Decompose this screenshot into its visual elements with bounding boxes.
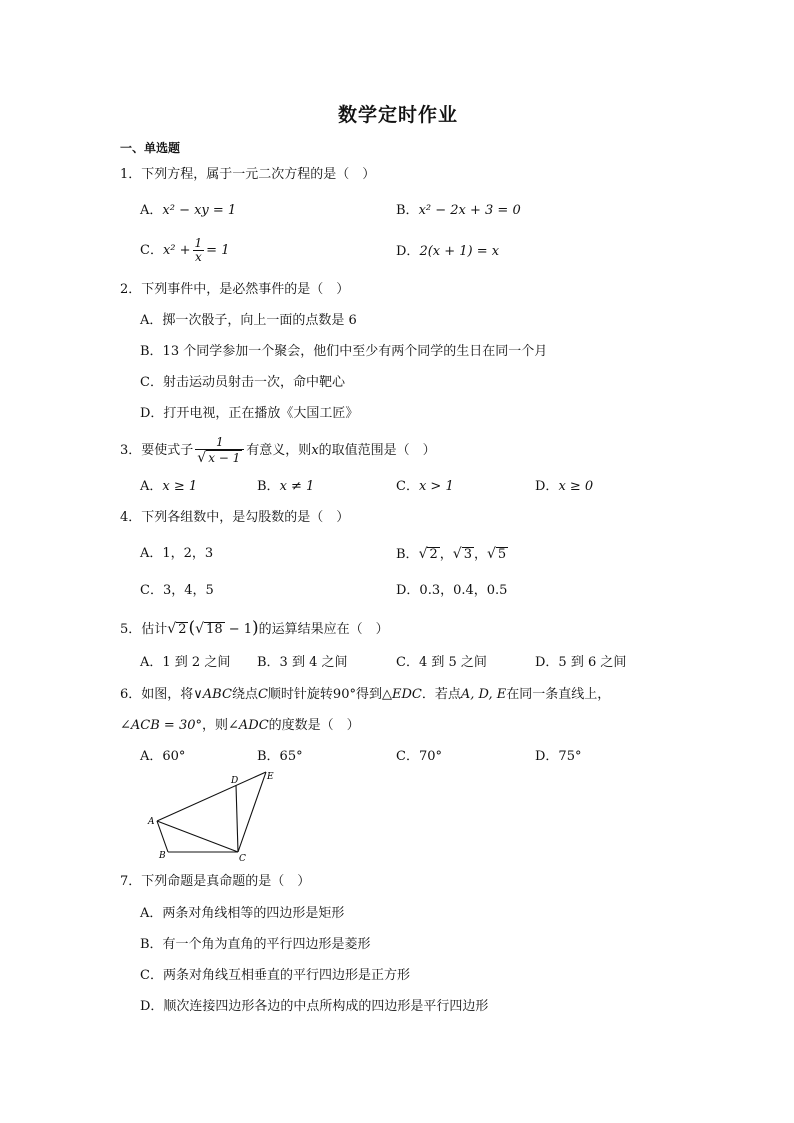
option-label: A． bbox=[140, 479, 163, 494]
fraction bbox=[193, 237, 205, 264]
question-5-stem bbox=[120, 617, 389, 641]
option-math: x ≥ 0 bbox=[558, 479, 594, 494]
radical-sign: √ bbox=[452, 546, 462, 562]
q7-option-c: C．两条对角线互相垂直的平行四边形是正方形 bbox=[140, 968, 410, 983]
question-3-stem bbox=[120, 434, 436, 468]
question-7-stem: 7．下列命题是真命题的是（ ） bbox=[120, 874, 311, 889]
option-label: B． bbox=[396, 203, 419, 218]
stem-text: 的运算结果应在（ ） bbox=[258, 622, 389, 637]
option-math: x ≥ 1 bbox=[162, 479, 198, 494]
label-point-e: E bbox=[267, 772, 274, 782]
fraction-denominator bbox=[195, 450, 244, 465]
degree-value: 90° bbox=[332, 687, 356, 702]
stem-text: 顺时针旋转 bbox=[267, 687, 333, 702]
radicand: 5 bbox=[497, 547, 507, 562]
radical-sign: √ bbox=[195, 621, 205, 637]
angle-adc: ∠ADC bbox=[228, 718, 269, 733]
option-label: D． bbox=[535, 479, 559, 494]
q5-option-d: D．5 到 6 之间 bbox=[535, 655, 627, 670]
label-point-b: B bbox=[159, 851, 166, 861]
q2-option-d: D．打开电视，正在播放《大国工匠》 bbox=[140, 406, 359, 421]
stem-text: 5．估计 bbox=[120, 622, 168, 637]
radical-sign: √ bbox=[418, 546, 428, 562]
q6-option-d: D．75° bbox=[535, 749, 582, 764]
triangle-abc: ∨ABC bbox=[193, 687, 232, 702]
q2-option-a: A．掷一次骰子，向上一面的点数是 6 bbox=[140, 313, 357, 328]
radical-sign: √ bbox=[167, 621, 177, 637]
q2-option-b: B．13 个同学参加一个聚会，他们中至少有两个同学的生日在同一个月 bbox=[140, 344, 548, 359]
option-math-pre: x² + bbox=[162, 243, 191, 258]
stem-text: ．若点 bbox=[421, 687, 461, 702]
label-point-d: D bbox=[231, 776, 239, 786]
question-1-stem: 1．下列方程，属于一元二次方程的是（ ） bbox=[120, 167, 376, 182]
radical-sign: √ bbox=[487, 546, 496, 562]
option-math: x² − xy = 1 bbox=[162, 203, 237, 218]
stem-text: 3．要使式子 bbox=[120, 443, 194, 458]
q6-option-b: B．65° bbox=[257, 749, 303, 764]
q6-option-c: C．70° bbox=[396, 749, 442, 764]
triangle-edc: △EDC bbox=[381, 687, 422, 702]
q4-option-a: A．1，2，3 bbox=[140, 546, 214, 561]
radicand: x − 1 bbox=[208, 451, 241, 465]
q5-option-b: B．3 到 4 之间 bbox=[257, 655, 348, 670]
q3-option-b bbox=[257, 478, 314, 496]
point-c: C bbox=[257, 687, 268, 702]
radicand: 18 bbox=[206, 622, 223, 637]
option-label: D． bbox=[396, 244, 420, 259]
stem-text: ，则 bbox=[201, 718, 228, 733]
fraction-denominator: x bbox=[194, 250, 202, 264]
option-math: x² − 2x + 3 = 0 bbox=[418, 203, 521, 218]
option-label: A． bbox=[140, 203, 163, 218]
fraction-numerator: 1 bbox=[194, 236, 203, 250]
radicand: 2 bbox=[429, 547, 438, 562]
q1-option-a bbox=[140, 202, 236, 220]
q1-option-d bbox=[396, 243, 499, 261]
stem-text: 的度数是（ ） bbox=[268, 718, 360, 733]
radicand: 2 bbox=[178, 622, 187, 637]
variable: x bbox=[311, 443, 319, 458]
q4-option-d: D．0.3，0.4，0.5 bbox=[396, 583, 508, 598]
geometry-figure bbox=[140, 766, 290, 864]
q1-option-c bbox=[140, 236, 229, 266]
label-point-a: A bbox=[148, 817, 155, 827]
figure-lines bbox=[157, 772, 266, 852]
q7-option-a: A．两条对角线相等的四边形是矩形 bbox=[140, 906, 345, 921]
option-label: C． bbox=[140, 243, 163, 258]
angle-acb: ∠ACB = 30° bbox=[120, 718, 202, 733]
stem-text: 有意义，则 bbox=[246, 443, 312, 458]
stem-text: 绕点 bbox=[231, 687, 258, 702]
page-title: 数学定时作业 bbox=[338, 104, 459, 126]
option-math: 2(x + 1) = x bbox=[419, 244, 500, 259]
q5-option-c: C．4 到 5 之间 bbox=[396, 655, 487, 670]
option-math: x ≠ 1 bbox=[279, 479, 315, 494]
stem-text: 得到 bbox=[355, 687, 382, 702]
q1-option-b bbox=[396, 202, 521, 220]
fraction-numerator: 1 bbox=[195, 436, 244, 450]
q6-option-a: A．60° bbox=[140, 749, 186, 764]
q4-option-b: B．√ 2 ，√ 3 ，√ 5 bbox=[396, 546, 507, 562]
open-paren: ( bbox=[188, 618, 196, 638]
q3-option-d bbox=[535, 478, 593, 496]
q5-option-a: A．1 到 2 之间 bbox=[140, 655, 231, 670]
option-label: B． bbox=[396, 547, 419, 562]
q7-option-b: B．有一个角为直角的平行四边形是菱形 bbox=[140, 937, 371, 952]
section-heading: 一、单选题 bbox=[120, 141, 181, 155]
q2-option-c: C．射击运动员射击一次，命中靶心 bbox=[140, 375, 345, 390]
radicand: 3 bbox=[463, 547, 472, 562]
inner-tail: − 1 bbox=[224, 622, 253, 637]
fraction bbox=[195, 436, 244, 465]
stem-text: 在同一条直线上， bbox=[506, 687, 611, 702]
option-math: x > 1 bbox=[418, 479, 454, 494]
option-label: B． bbox=[257, 479, 280, 494]
question-6-line-1 bbox=[120, 686, 610, 704]
q3-option-c bbox=[396, 478, 454, 496]
q4-option-c: C．3，4，5 bbox=[140, 583, 214, 598]
label-point-c: C bbox=[239, 854, 246, 864]
stem-text: 6．如图，将 bbox=[120, 687, 194, 702]
stem-text: 的取值范围是（ ） bbox=[318, 443, 436, 458]
option-label: C． bbox=[396, 479, 419, 494]
question-4-stem: 4．下列各组数中，是勾股数的是（ ） bbox=[120, 510, 350, 525]
q7-option-d: D．顺次连接四边形各边的中点所构成的四边形是平行四边形 bbox=[140, 999, 489, 1014]
close-paren: ) bbox=[252, 618, 259, 638]
question-6-line-2 bbox=[120, 717, 360, 735]
radical-sign: √ bbox=[197, 450, 207, 466]
option-math-post: = 1 bbox=[206, 243, 230, 258]
points-ade: A, D, E bbox=[460, 687, 507, 702]
q3-option-a bbox=[140, 478, 197, 496]
question-2-stem: 2．下列事件中，是必然事件的是（ ） bbox=[120, 282, 350, 297]
